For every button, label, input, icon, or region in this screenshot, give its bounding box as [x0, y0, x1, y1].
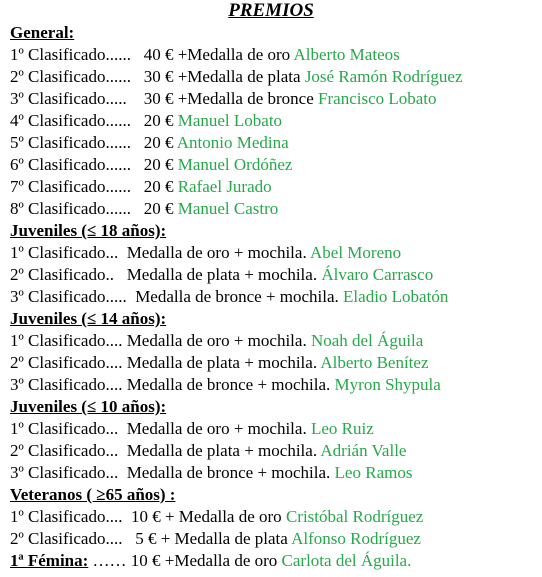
section-heading-juveniles-18: Juveniles (≤ 18 años):	[10, 221, 167, 240]
prize-text: 3º Clasificado... Medalla de bronce + mochila.	[10, 463, 335, 482]
winner-name: Manuel Castro	[177, 199, 279, 218]
list-item	[10, 462, 542, 484]
list-item	[10, 176, 542, 198]
list-item	[10, 110, 542, 132]
winner-name: Manuel Ordóñez	[177, 155, 293, 174]
list-item	[10, 242, 542, 264]
list-item	[10, 440, 542, 462]
list-item	[10, 286, 542, 308]
winner-name: Leo Ramos	[334, 463, 413, 482]
prize-text: 3º Clasificado..... Medalla de bronce + mochila.	[10, 287, 344, 306]
winner-name: Alberto Benítez	[320, 353, 429, 372]
prize-list	[10, 22, 542, 572]
winner-name: Antonio Medina	[176, 133, 289, 152]
prize-text: 4º Clasificado...... 20 €	[10, 111, 178, 130]
winner-name: Francisco Lobato	[318, 89, 437, 108]
prize-text: 3º Clasificado..... 30 € +Medalla de bronce	[10, 89, 319, 108]
list-item	[10, 198, 542, 220]
winner-name: Abel Moreno	[310, 243, 402, 262]
list-item	[10, 330, 542, 352]
list-item	[10, 264, 542, 286]
prize-text: 2º Clasificado.. Medalla de plata + mochila.	[10, 265, 322, 284]
section-heading-juveniles-14: Juveniles (≤ 14 años):	[10, 309, 167, 328]
section-heading-general: General:	[10, 23, 75, 42]
prize-text: 1º Clasificado... Medalla de oro + mochila.	[10, 419, 311, 438]
winner-name: Álvaro Carrasco	[321, 265, 434, 284]
section-heading-veteranos: Veteranos ( ≥65 años) :	[10, 485, 176, 504]
prize-text: 5º Clasificado...... 20 €	[10, 133, 177, 152]
prize-text: 2º Clasificado... Medalla de plata + mochila.	[10, 441, 321, 460]
winner-name: Noah del Águila	[310, 331, 424, 350]
list-item-female	[10, 550, 542, 572]
winner-name: Alberto Mateos	[293, 45, 400, 64]
winner-name: Cristóbal Rodríguez	[285, 507, 424, 526]
list-item	[10, 418, 542, 440]
winner-name: Myron Shypula	[334, 375, 441, 394]
prize-text: …… 10 € +Medalla de oro	[88, 551, 282, 570]
prize-text: 7º Clasificado...... 20 €	[10, 177, 178, 196]
prize-text: 1º Clasificado... Medalla de oro + mochila.	[10, 243, 311, 262]
prize-text: 6º Clasificado...... 20 €	[10, 155, 178, 174]
prize-text: 1º Clasificado...... 40 € +Medalla de oro	[10, 45, 294, 64]
prize-text: 1º Clasificado.... Medalla de oro + mochila.	[10, 331, 311, 350]
prize-text: 1º Clasificado.... 10 € + Medalla de oro	[10, 507, 286, 526]
prize-text: 8º Clasificado...... 20 €	[10, 199, 178, 218]
section-heading-juveniles-10: Juveniles (≤ 10 años):	[10, 397, 167, 416]
prize-text: 2º Clasificado...... 30 € +Medalla de plata	[10, 67, 305, 86]
winner-name: Rafael Jurado	[177, 177, 272, 196]
list-item	[10, 132, 542, 154]
list-item	[10, 154, 542, 176]
winner-name: Leo Ruiz	[310, 419, 374, 438]
winner-name: Carlota del Águila.	[281, 551, 412, 570]
prize-text: 2º Clasificado.... Medalla de plata + mochila.	[10, 353, 321, 372]
list-item	[10, 374, 542, 396]
list-item	[10, 88, 542, 110]
female-label: 1ª Fémina:	[10, 551, 89, 570]
winner-name: José Ramón Rodríguez	[304, 67, 463, 86]
prize-text: 2º Clasificado.... 5 € + Medalla de plata	[10, 529, 292, 548]
prize-text: 3º Clasificado.... Medalla de bronce + mochila.	[10, 375, 335, 394]
list-item	[10, 66, 542, 88]
winner-name: Eladio Lobatón	[343, 287, 449, 306]
winner-name: Alfonso Rodríguez	[291, 529, 421, 548]
list-item	[10, 506, 542, 528]
winner-name: Adrián Valle	[320, 441, 407, 460]
list-item	[10, 44, 542, 66]
winner-name: Manuel Lobato	[177, 111, 283, 130]
list-item	[10, 352, 542, 374]
page-title: PREMIOS	[228, 0, 314, 21]
list-item	[10, 528, 542, 550]
